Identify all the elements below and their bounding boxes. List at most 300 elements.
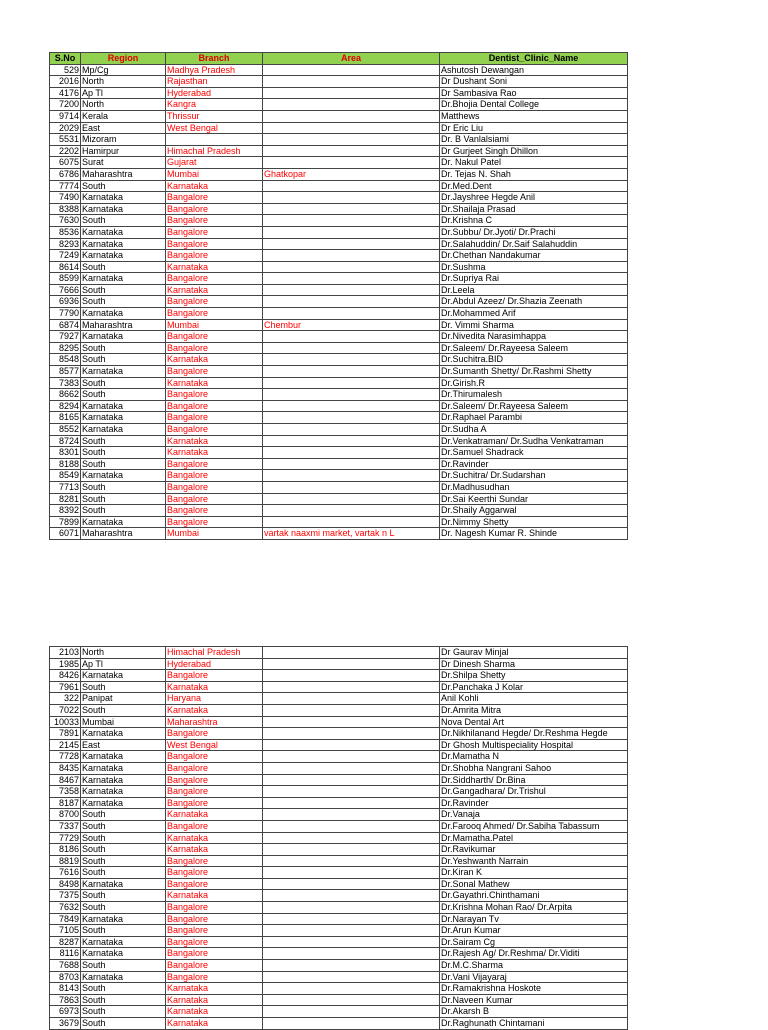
cell-branch[interactable]: Bangalore bbox=[166, 238, 263, 250]
cell-dentist[interactable]: Dr.Venkatraman/ Dr.Sudha Venkatraman bbox=[440, 435, 628, 447]
cell-area[interactable] bbox=[263, 716, 440, 728]
cell-sno[interactable]: 7891 bbox=[50, 728, 81, 740]
cell-branch[interactable]: Hyderabad bbox=[166, 87, 263, 99]
cell-area[interactable] bbox=[263, 960, 440, 972]
cell-branch[interactable]: West Bengal bbox=[166, 739, 263, 751]
cell-branch[interactable]: Bangalore bbox=[166, 458, 263, 470]
cell-region[interactable]: Ap Tl bbox=[81, 658, 166, 670]
cell-dentist[interactable]: Dr.Sonal Mathew bbox=[440, 878, 628, 890]
cell-sno[interactable]: 8577 bbox=[50, 366, 81, 378]
cell-sno[interactable]: 8724 bbox=[50, 435, 81, 447]
cell-dentist[interactable]: Dr.Saleem/ Dr.Rayeesa Saleem bbox=[440, 342, 628, 354]
cell-branch[interactable]: Rajasthan bbox=[166, 76, 263, 88]
cell-branch[interactable]: Bangalore bbox=[166, 797, 263, 809]
cell-dentist[interactable]: Dr.Mamatha N bbox=[440, 751, 628, 763]
cell-sno[interactable]: 8143 bbox=[50, 983, 81, 995]
cell-region[interactable]: South bbox=[81, 493, 166, 505]
cell-sno[interactable]: 7961 bbox=[50, 681, 81, 693]
cell-branch[interactable]: Bangalore bbox=[166, 762, 263, 774]
cell-dentist[interactable]: Dr.Panchaka J Kolar bbox=[440, 681, 628, 693]
cell-sno[interactable]: 8662 bbox=[50, 389, 81, 401]
cell-sno[interactable]: 7927 bbox=[50, 331, 81, 343]
cell-branch[interactable]: Karnataka bbox=[166, 890, 263, 902]
cell-branch[interactable]: Bangalore bbox=[166, 250, 263, 262]
cell-region[interactable]: Karnataka bbox=[81, 226, 166, 238]
cell-dentist[interactable]: Dr.Siddharth/ Dr.Bina bbox=[440, 774, 628, 786]
cell-area[interactable] bbox=[263, 354, 440, 366]
cell-dentist[interactable]: Dr.Sushma bbox=[440, 261, 628, 273]
cell-area[interactable] bbox=[263, 1018, 440, 1030]
cell-area[interactable] bbox=[263, 296, 440, 308]
cell-dentist[interactable]: Dr.Thirumalesh bbox=[440, 389, 628, 401]
cell-branch[interactable]: Karnataka bbox=[166, 681, 263, 693]
cell-area[interactable] bbox=[263, 134, 440, 146]
cell-dentist[interactable]: Dr.Sai Keerthi Sundar bbox=[440, 493, 628, 505]
cell-area[interactable] bbox=[263, 913, 440, 925]
cell-sno[interactable]: 8187 bbox=[50, 797, 81, 809]
cell-sno[interactable]: 8116 bbox=[50, 948, 81, 960]
cell-sno[interactable]: 529 bbox=[50, 64, 81, 76]
cell-region[interactable]: South bbox=[81, 1018, 166, 1030]
cell-region[interactable]: South bbox=[81, 960, 166, 972]
cell-branch[interactable]: Himachal Pradesh bbox=[166, 647, 263, 659]
cell-region[interactable]: South bbox=[81, 890, 166, 902]
cell-sno[interactable]: 7729 bbox=[50, 832, 81, 844]
cell-area[interactable] bbox=[263, 389, 440, 401]
cell-region[interactable]: Karnataka bbox=[81, 878, 166, 890]
cell-area[interactable]: vartak naaxmi market, vartak n L bbox=[263, 528, 440, 540]
cell-branch[interactable]: Bangalore bbox=[166, 400, 263, 412]
cell-sno[interactable]: 6936 bbox=[50, 296, 81, 308]
cell-region[interactable]: Karnataka bbox=[81, 728, 166, 740]
cell-region[interactable]: South bbox=[81, 855, 166, 867]
cell-dentist[interactable]: Dr.Arun Kumar bbox=[440, 925, 628, 937]
cell-dentist[interactable]: Dr.Yeshwanth Narrain bbox=[440, 855, 628, 867]
cell-dentist[interactable]: Dr.Vani Vijayaraj bbox=[440, 971, 628, 983]
cell-dentist[interactable]: Dr. B Vanlalsiami bbox=[440, 134, 628, 146]
cell-branch[interactable]: Karnataka bbox=[166, 983, 263, 995]
cell-area[interactable] bbox=[263, 948, 440, 960]
cell-area[interactable] bbox=[263, 658, 440, 670]
cell-region[interactable]: Karnataka bbox=[81, 250, 166, 262]
cell-area[interactable] bbox=[263, 728, 440, 740]
cell-area[interactable] bbox=[263, 925, 440, 937]
cell-dentist[interactable]: Dr.Shailaja Prasad bbox=[440, 203, 628, 215]
cell-region[interactable]: South bbox=[81, 809, 166, 821]
cell-area[interactable] bbox=[263, 774, 440, 786]
cell-sno[interactable]: 7383 bbox=[50, 377, 81, 389]
cell-sno[interactable]: 4176 bbox=[50, 87, 81, 99]
cell-area[interactable] bbox=[263, 493, 440, 505]
cell-sno[interactable]: 8294 bbox=[50, 400, 81, 412]
cell-sno[interactable]: 2202 bbox=[50, 145, 81, 157]
cell-sno[interactable]: 10033 bbox=[50, 716, 81, 728]
cell-region[interactable]: South bbox=[81, 681, 166, 693]
cell-sno[interactable]: 6071 bbox=[50, 528, 81, 540]
cell-area[interactable] bbox=[263, 261, 440, 273]
cell-area[interactable] bbox=[263, 331, 440, 343]
cell-dentist[interactable]: Dr.Sumanth Shetty/ Dr.Rashmi Shetty bbox=[440, 366, 628, 378]
cell-branch[interactable]: Bangalore bbox=[166, 505, 263, 517]
cell-area[interactable] bbox=[263, 377, 440, 389]
cell-branch[interactable]: Karnataka bbox=[166, 261, 263, 273]
cell-branch[interactable]: Bangalore bbox=[166, 670, 263, 682]
cell-region[interactable]: South bbox=[81, 261, 166, 273]
cell-region[interactable]: South bbox=[81, 284, 166, 296]
cell-region[interactable]: Karnataka bbox=[81, 273, 166, 285]
cell-dentist[interactable]: Dr Gurjeet Singh Dhillon bbox=[440, 145, 628, 157]
cell-dentist[interactable]: Dr.Vanaja bbox=[440, 809, 628, 821]
cell-area[interactable] bbox=[263, 1006, 440, 1018]
cell-sno[interactable]: 2016 bbox=[50, 76, 81, 88]
cell-sno[interactable]: 2029 bbox=[50, 122, 81, 134]
cell-region[interactable]: East bbox=[81, 122, 166, 134]
cell-area[interactable] bbox=[263, 284, 440, 296]
cell-region[interactable]: Karnataka bbox=[81, 971, 166, 983]
cell-branch[interactable]: Karnataka bbox=[166, 809, 263, 821]
cell-area[interactable] bbox=[263, 458, 440, 470]
cell-area[interactable] bbox=[263, 122, 440, 134]
cell-sno[interactable]: 7849 bbox=[50, 913, 81, 925]
cell-dentist[interactable]: Dr.Ramakrishna Hoskote bbox=[440, 983, 628, 995]
cell-region[interactable]: Maharashtra bbox=[81, 168, 166, 180]
cell-region[interactable]: Karnataka bbox=[81, 936, 166, 948]
cell-area[interactable] bbox=[263, 516, 440, 528]
cell-sno[interactable]: 6786 bbox=[50, 168, 81, 180]
cell-dentist[interactable]: Dr Sambasiva Rao bbox=[440, 87, 628, 99]
cell-dentist[interactable]: Dr Dushant Soni bbox=[440, 76, 628, 88]
cell-dentist[interactable]: Dr.Shobha Nangrani Sahoo bbox=[440, 762, 628, 774]
cell-branch[interactable]: Bangalore bbox=[166, 786, 263, 798]
cell-branch[interactable]: Bangalore bbox=[166, 308, 263, 320]
cell-branch[interactable]: Bangalore bbox=[166, 226, 263, 238]
cell-dentist[interactable]: Dr.Sudha A bbox=[440, 424, 628, 436]
cell-area[interactable] bbox=[263, 400, 440, 412]
cell-region[interactable]: Maharashtra bbox=[81, 528, 166, 540]
cell-branch[interactable]: Karnataka bbox=[166, 1018, 263, 1030]
cell-dentist[interactable]: Dr.Salahuddin/ Dr.Saif Salahuddin bbox=[440, 238, 628, 250]
cell-dentist[interactable]: Dr.Shaily Aggarwal bbox=[440, 505, 628, 517]
cell-region[interactable]: South bbox=[81, 902, 166, 914]
cell-sno[interactable]: 7713 bbox=[50, 481, 81, 493]
cell-area[interactable] bbox=[263, 238, 440, 250]
cell-branch[interactable]: Bangalore bbox=[166, 273, 263, 285]
cell-region[interactable]: Karnataka bbox=[81, 751, 166, 763]
cell-dentist[interactable]: Dr.Bhojia Dental College bbox=[440, 99, 628, 111]
cell-sno[interactable]: 7249 bbox=[50, 250, 81, 262]
cell-sno[interactable]: 6075 bbox=[50, 157, 81, 169]
cell-area[interactable] bbox=[263, 87, 440, 99]
cell-region[interactable]: Karnataka bbox=[81, 774, 166, 786]
cell-sno[interactable]: 5531 bbox=[50, 134, 81, 146]
cell-dentist[interactable]: Dr.Samuel Shadrack bbox=[440, 447, 628, 459]
cell-region[interactable]: Karnataka bbox=[81, 797, 166, 809]
cell-sno[interactable]: 8819 bbox=[50, 855, 81, 867]
cell-sno[interactable]: 8293 bbox=[50, 238, 81, 250]
cell-region[interactable]: South bbox=[81, 994, 166, 1006]
cell-branch[interactable]: Bangalore bbox=[166, 960, 263, 972]
cell-area[interactable]: Chembur bbox=[263, 319, 440, 331]
cell-area[interactable] bbox=[263, 855, 440, 867]
cell-sno[interactable]: 8498 bbox=[50, 878, 81, 890]
cell-branch[interactable]: Bangalore bbox=[166, 331, 263, 343]
cell-branch[interactable]: Maharashtra bbox=[166, 716, 263, 728]
cell-dentist[interactable]: Dr.Krishna C bbox=[440, 215, 628, 227]
cell-sno[interactable]: 7490 bbox=[50, 192, 81, 204]
cell-region[interactable]: South bbox=[81, 832, 166, 844]
cell-area[interactable] bbox=[263, 693, 440, 705]
header-branch[interactable]: Branch bbox=[166, 53, 263, 65]
cell-sno[interactable]: 9714 bbox=[50, 110, 81, 122]
cell-area[interactable] bbox=[263, 308, 440, 320]
cell-area[interactable] bbox=[263, 820, 440, 832]
cell-sno[interactable]: 1985 bbox=[50, 658, 81, 670]
cell-branch[interactable]: Bangalore bbox=[166, 389, 263, 401]
cell-sno[interactable]: 8548 bbox=[50, 354, 81, 366]
cell-branch[interactable]: Karnataka bbox=[166, 832, 263, 844]
cell-area[interactable] bbox=[263, 505, 440, 517]
cell-sno[interactable]: 8614 bbox=[50, 261, 81, 273]
cell-area[interactable] bbox=[263, 762, 440, 774]
cell-region[interactable]: South bbox=[81, 820, 166, 832]
cell-region[interactable]: Hamirpur bbox=[81, 145, 166, 157]
cell-dentist[interactable]: Dr.Med.Dent bbox=[440, 180, 628, 192]
cell-sno[interactable]: 7688 bbox=[50, 960, 81, 972]
cell-area[interactable] bbox=[263, 878, 440, 890]
cell-sno[interactable]: 8426 bbox=[50, 670, 81, 682]
cell-dentist[interactable]: Dr.Ravikumar bbox=[440, 844, 628, 856]
cell-area[interactable] bbox=[263, 424, 440, 436]
cell-region[interactable]: Karnataka bbox=[81, 948, 166, 960]
cell-dentist[interactable]: Dr.Chethan Nandakumar bbox=[440, 250, 628, 262]
cell-branch[interactable]: Bangalore bbox=[166, 203, 263, 215]
cell-region[interactable]: South bbox=[81, 389, 166, 401]
cell-region[interactable]: Karnataka bbox=[81, 192, 166, 204]
cell-dentist[interactable]: Dr.Ravinder bbox=[440, 458, 628, 470]
cell-branch[interactable]: Bangalore bbox=[166, 948, 263, 960]
cell-area[interactable] bbox=[263, 647, 440, 659]
cell-sno[interactable]: 7790 bbox=[50, 308, 81, 320]
cell-branch[interactable]: Bangalore bbox=[166, 424, 263, 436]
cell-sno[interactable]: 8467 bbox=[50, 774, 81, 786]
cell-area[interactable] bbox=[263, 145, 440, 157]
cell-area[interactable] bbox=[263, 203, 440, 215]
cell-branch[interactable]: Mumbai bbox=[166, 319, 263, 331]
cell-branch[interactable]: Bangalore bbox=[166, 192, 263, 204]
cell-sno[interactable]: 7630 bbox=[50, 215, 81, 227]
cell-branch[interactable]: Bangalore bbox=[166, 867, 263, 879]
cell-region[interactable]: South bbox=[81, 447, 166, 459]
cell-dentist[interactable]: Dr.Girish.R bbox=[440, 377, 628, 389]
cell-region[interactable]: North bbox=[81, 647, 166, 659]
cell-dentist[interactable]: Dr.Subbu/ Dr.Jyoti/ Dr.Prachi bbox=[440, 226, 628, 238]
cell-branch[interactable]: Bangalore bbox=[166, 878, 263, 890]
cell-sno[interactable]: 8295 bbox=[50, 342, 81, 354]
cell-branch[interactable]: Bangalore bbox=[166, 820, 263, 832]
cell-sno[interactable]: 7774 bbox=[50, 180, 81, 192]
cell-sno[interactable]: 7863 bbox=[50, 994, 81, 1006]
cell-region[interactable]: South bbox=[81, 342, 166, 354]
cell-area[interactable] bbox=[263, 890, 440, 902]
cell-area[interactable] bbox=[263, 76, 440, 88]
cell-region[interactable]: South bbox=[81, 867, 166, 879]
cell-area[interactable] bbox=[263, 739, 440, 751]
cell-region[interactable]: Panipat bbox=[81, 693, 166, 705]
cell-area[interactable] bbox=[263, 867, 440, 879]
cell-branch[interactable]: Mumbai bbox=[166, 528, 263, 540]
cell-branch[interactable]: Bangalore bbox=[166, 470, 263, 482]
cell-sno[interactable]: 8281 bbox=[50, 493, 81, 505]
cell-area[interactable] bbox=[263, 844, 440, 856]
cell-area[interactable] bbox=[263, 110, 440, 122]
header-dentist-clinic-name[interactable]: Dentist_Clinic_Name bbox=[440, 53, 628, 65]
cell-dentist[interactable]: Dr.Suchitra.BID bbox=[440, 354, 628, 366]
cell-region[interactable]: South bbox=[81, 925, 166, 937]
cell-dentist[interactable]: Dr.Nivedita Narasimhappa bbox=[440, 331, 628, 343]
cell-dentist[interactable]: Dr.Sairam Cg bbox=[440, 936, 628, 948]
cell-dentist[interactable]: Anil Kohli bbox=[440, 693, 628, 705]
cell-dentist[interactable]: Dr.Saleem/ Dr.Rayeesa Saleem bbox=[440, 400, 628, 412]
cell-area[interactable] bbox=[263, 786, 440, 798]
cell-dentist[interactable]: Dr Gaurav Minjal bbox=[440, 647, 628, 659]
cell-area[interactable]: Ghatkopar bbox=[263, 168, 440, 180]
cell-region[interactable]: Mizoram bbox=[81, 134, 166, 146]
cell-area[interactable] bbox=[263, 481, 440, 493]
cell-region[interactable]: South bbox=[81, 1006, 166, 1018]
cell-sno[interactable]: 7899 bbox=[50, 516, 81, 528]
cell-dentist[interactable]: Dr.Raghunath Chintamani bbox=[440, 1018, 628, 1030]
cell-sno[interactable]: 7337 bbox=[50, 820, 81, 832]
cell-dentist[interactable]: Dr.Rajesh Ag/ Dr.Reshma/ Dr.Viditi bbox=[440, 948, 628, 960]
cell-dentist[interactable]: Dr.Madhusudhan bbox=[440, 481, 628, 493]
cell-area[interactable] bbox=[263, 250, 440, 262]
cell-region[interactable]: Karnataka bbox=[81, 762, 166, 774]
cell-area[interactable] bbox=[263, 470, 440, 482]
cell-sno[interactable]: 8165 bbox=[50, 412, 81, 424]
cell-dentist[interactable]: Dr.Mohammed Arif bbox=[440, 308, 628, 320]
cell-branch[interactable]: West Bengal bbox=[166, 122, 263, 134]
cell-sno[interactable]: 2103 bbox=[50, 647, 81, 659]
cell-region[interactable]: North bbox=[81, 76, 166, 88]
cell-branch[interactable]: Karnataka bbox=[166, 447, 263, 459]
cell-branch[interactable]: Bangalore bbox=[166, 516, 263, 528]
cell-dentist[interactable]: Dr.Naveen Kumar bbox=[440, 994, 628, 1006]
cell-region[interactable]: South bbox=[81, 458, 166, 470]
cell-dentist[interactable]: Matthews bbox=[440, 110, 628, 122]
cell-area[interactable] bbox=[263, 64, 440, 76]
cell-sno[interactable]: 7375 bbox=[50, 890, 81, 902]
cell-region[interactable]: Karnataka bbox=[81, 786, 166, 798]
cell-branch[interactable]: Bangalore bbox=[166, 855, 263, 867]
cell-dentist[interactable]: Dr.Mamatha.Patel bbox=[440, 832, 628, 844]
cell-dentist[interactable]: Dr.Nikhilanand Hegde/ Dr.Reshma Hegde bbox=[440, 728, 628, 740]
cell-branch[interactable]: Karnataka bbox=[166, 844, 263, 856]
cell-area[interactable] bbox=[263, 447, 440, 459]
cell-region[interactable]: North bbox=[81, 99, 166, 111]
cell-sno[interactable]: 7616 bbox=[50, 867, 81, 879]
cell-branch[interactable]: Bangalore bbox=[166, 925, 263, 937]
cell-region[interactable]: Karnataka bbox=[81, 670, 166, 682]
cell-area[interactable] bbox=[263, 902, 440, 914]
cell-branch[interactable]: Bangalore bbox=[166, 913, 263, 925]
cell-area[interactable] bbox=[263, 157, 440, 169]
cell-dentist[interactable]: Dr.Supriya Rai bbox=[440, 273, 628, 285]
cell-area[interactable] bbox=[263, 273, 440, 285]
cell-dentist[interactable]: Dr.Gangadhara/ Dr.Trishul bbox=[440, 786, 628, 798]
cell-region[interactable]: Karnataka bbox=[81, 412, 166, 424]
cell-region[interactable]: Karnataka bbox=[81, 331, 166, 343]
cell-branch[interactable]: Mumbai bbox=[166, 168, 263, 180]
cell-region[interactable]: Karnataka bbox=[81, 366, 166, 378]
cell-dentist[interactable]: Dr.Gayathri.Chinthamani bbox=[440, 890, 628, 902]
cell-dentist[interactable]: Dr.Shilpa Shetty bbox=[440, 670, 628, 682]
cell-branch[interactable]: Bangalore bbox=[166, 936, 263, 948]
cell-region[interactable]: South bbox=[81, 704, 166, 716]
cell-branch[interactable] bbox=[166, 134, 263, 146]
cell-sno[interactable]: 6874 bbox=[50, 319, 81, 331]
cell-region[interactable]: East bbox=[81, 739, 166, 751]
cell-dentist[interactable]: Dr.Leela bbox=[440, 284, 628, 296]
cell-branch[interactable]: Bangalore bbox=[166, 366, 263, 378]
cell-dentist[interactable]: Dr.Krishna Mohan Rao/ Dr.Arpita bbox=[440, 902, 628, 914]
cell-area[interactable] bbox=[263, 809, 440, 821]
header-region[interactable]: Region bbox=[81, 53, 166, 65]
cell-region[interactable]: South bbox=[81, 180, 166, 192]
cell-branch[interactable]: Karnataka bbox=[166, 180, 263, 192]
cell-sno[interactable]: 8392 bbox=[50, 505, 81, 517]
cell-dentist[interactable]: Dr Eric Liu bbox=[440, 122, 628, 134]
cell-area[interactable] bbox=[263, 751, 440, 763]
cell-sno[interactable]: 8287 bbox=[50, 936, 81, 948]
cell-dentist[interactable]: Dr.Kiran K bbox=[440, 867, 628, 879]
cell-sno[interactable]: 7666 bbox=[50, 284, 81, 296]
cell-dentist[interactable]: Dr.M.C.Sharma bbox=[440, 960, 628, 972]
cell-dentist[interactable]: Dr. Tejas N. Shah bbox=[440, 168, 628, 180]
cell-region[interactable]: Karnataka bbox=[81, 238, 166, 250]
cell-area[interactable] bbox=[263, 435, 440, 447]
cell-sno[interactable]: 7200 bbox=[50, 99, 81, 111]
cell-region[interactable]: South bbox=[81, 354, 166, 366]
cell-dentist[interactable]: Dr Ghosh Multispeciality Hospital bbox=[440, 739, 628, 751]
cell-area[interactable] bbox=[263, 215, 440, 227]
cell-region[interactable]: Surat bbox=[81, 157, 166, 169]
cell-branch[interactable]: Karnataka bbox=[166, 354, 263, 366]
cell-dentist[interactable]: Dr.Narayan Tv bbox=[440, 913, 628, 925]
cell-sno[interactable]: 2145 bbox=[50, 739, 81, 751]
cell-region[interactable]: South bbox=[81, 505, 166, 517]
cell-region[interactable]: South bbox=[81, 481, 166, 493]
cell-area[interactable] bbox=[263, 704, 440, 716]
cell-branch[interactable]: Bangalore bbox=[166, 215, 263, 227]
cell-branch[interactable]: Himachal Pradesh bbox=[166, 145, 263, 157]
cell-region[interactable]: Karnataka bbox=[81, 424, 166, 436]
cell-dentist[interactable]: Dr.Nimmy Shetty bbox=[440, 516, 628, 528]
cell-sno[interactable]: 7022 bbox=[50, 704, 81, 716]
cell-region[interactable]: South bbox=[81, 296, 166, 308]
cell-sno[interactable]: 8388 bbox=[50, 203, 81, 215]
cell-sno[interactable]: 8435 bbox=[50, 762, 81, 774]
cell-area[interactable] bbox=[263, 670, 440, 682]
cell-region[interactable]: Mp/Cg bbox=[81, 64, 166, 76]
cell-sno[interactable]: 322 bbox=[50, 693, 81, 705]
cell-area[interactable] bbox=[263, 971, 440, 983]
cell-sno[interactable]: 7105 bbox=[50, 925, 81, 937]
cell-branch[interactable]: Bangalore bbox=[166, 493, 263, 505]
cell-branch[interactable]: Karnataka bbox=[166, 1006, 263, 1018]
cell-sno[interactable]: 7632 bbox=[50, 902, 81, 914]
cell-region[interactable]: South bbox=[81, 377, 166, 389]
cell-sno[interactable]: 8703 bbox=[50, 971, 81, 983]
